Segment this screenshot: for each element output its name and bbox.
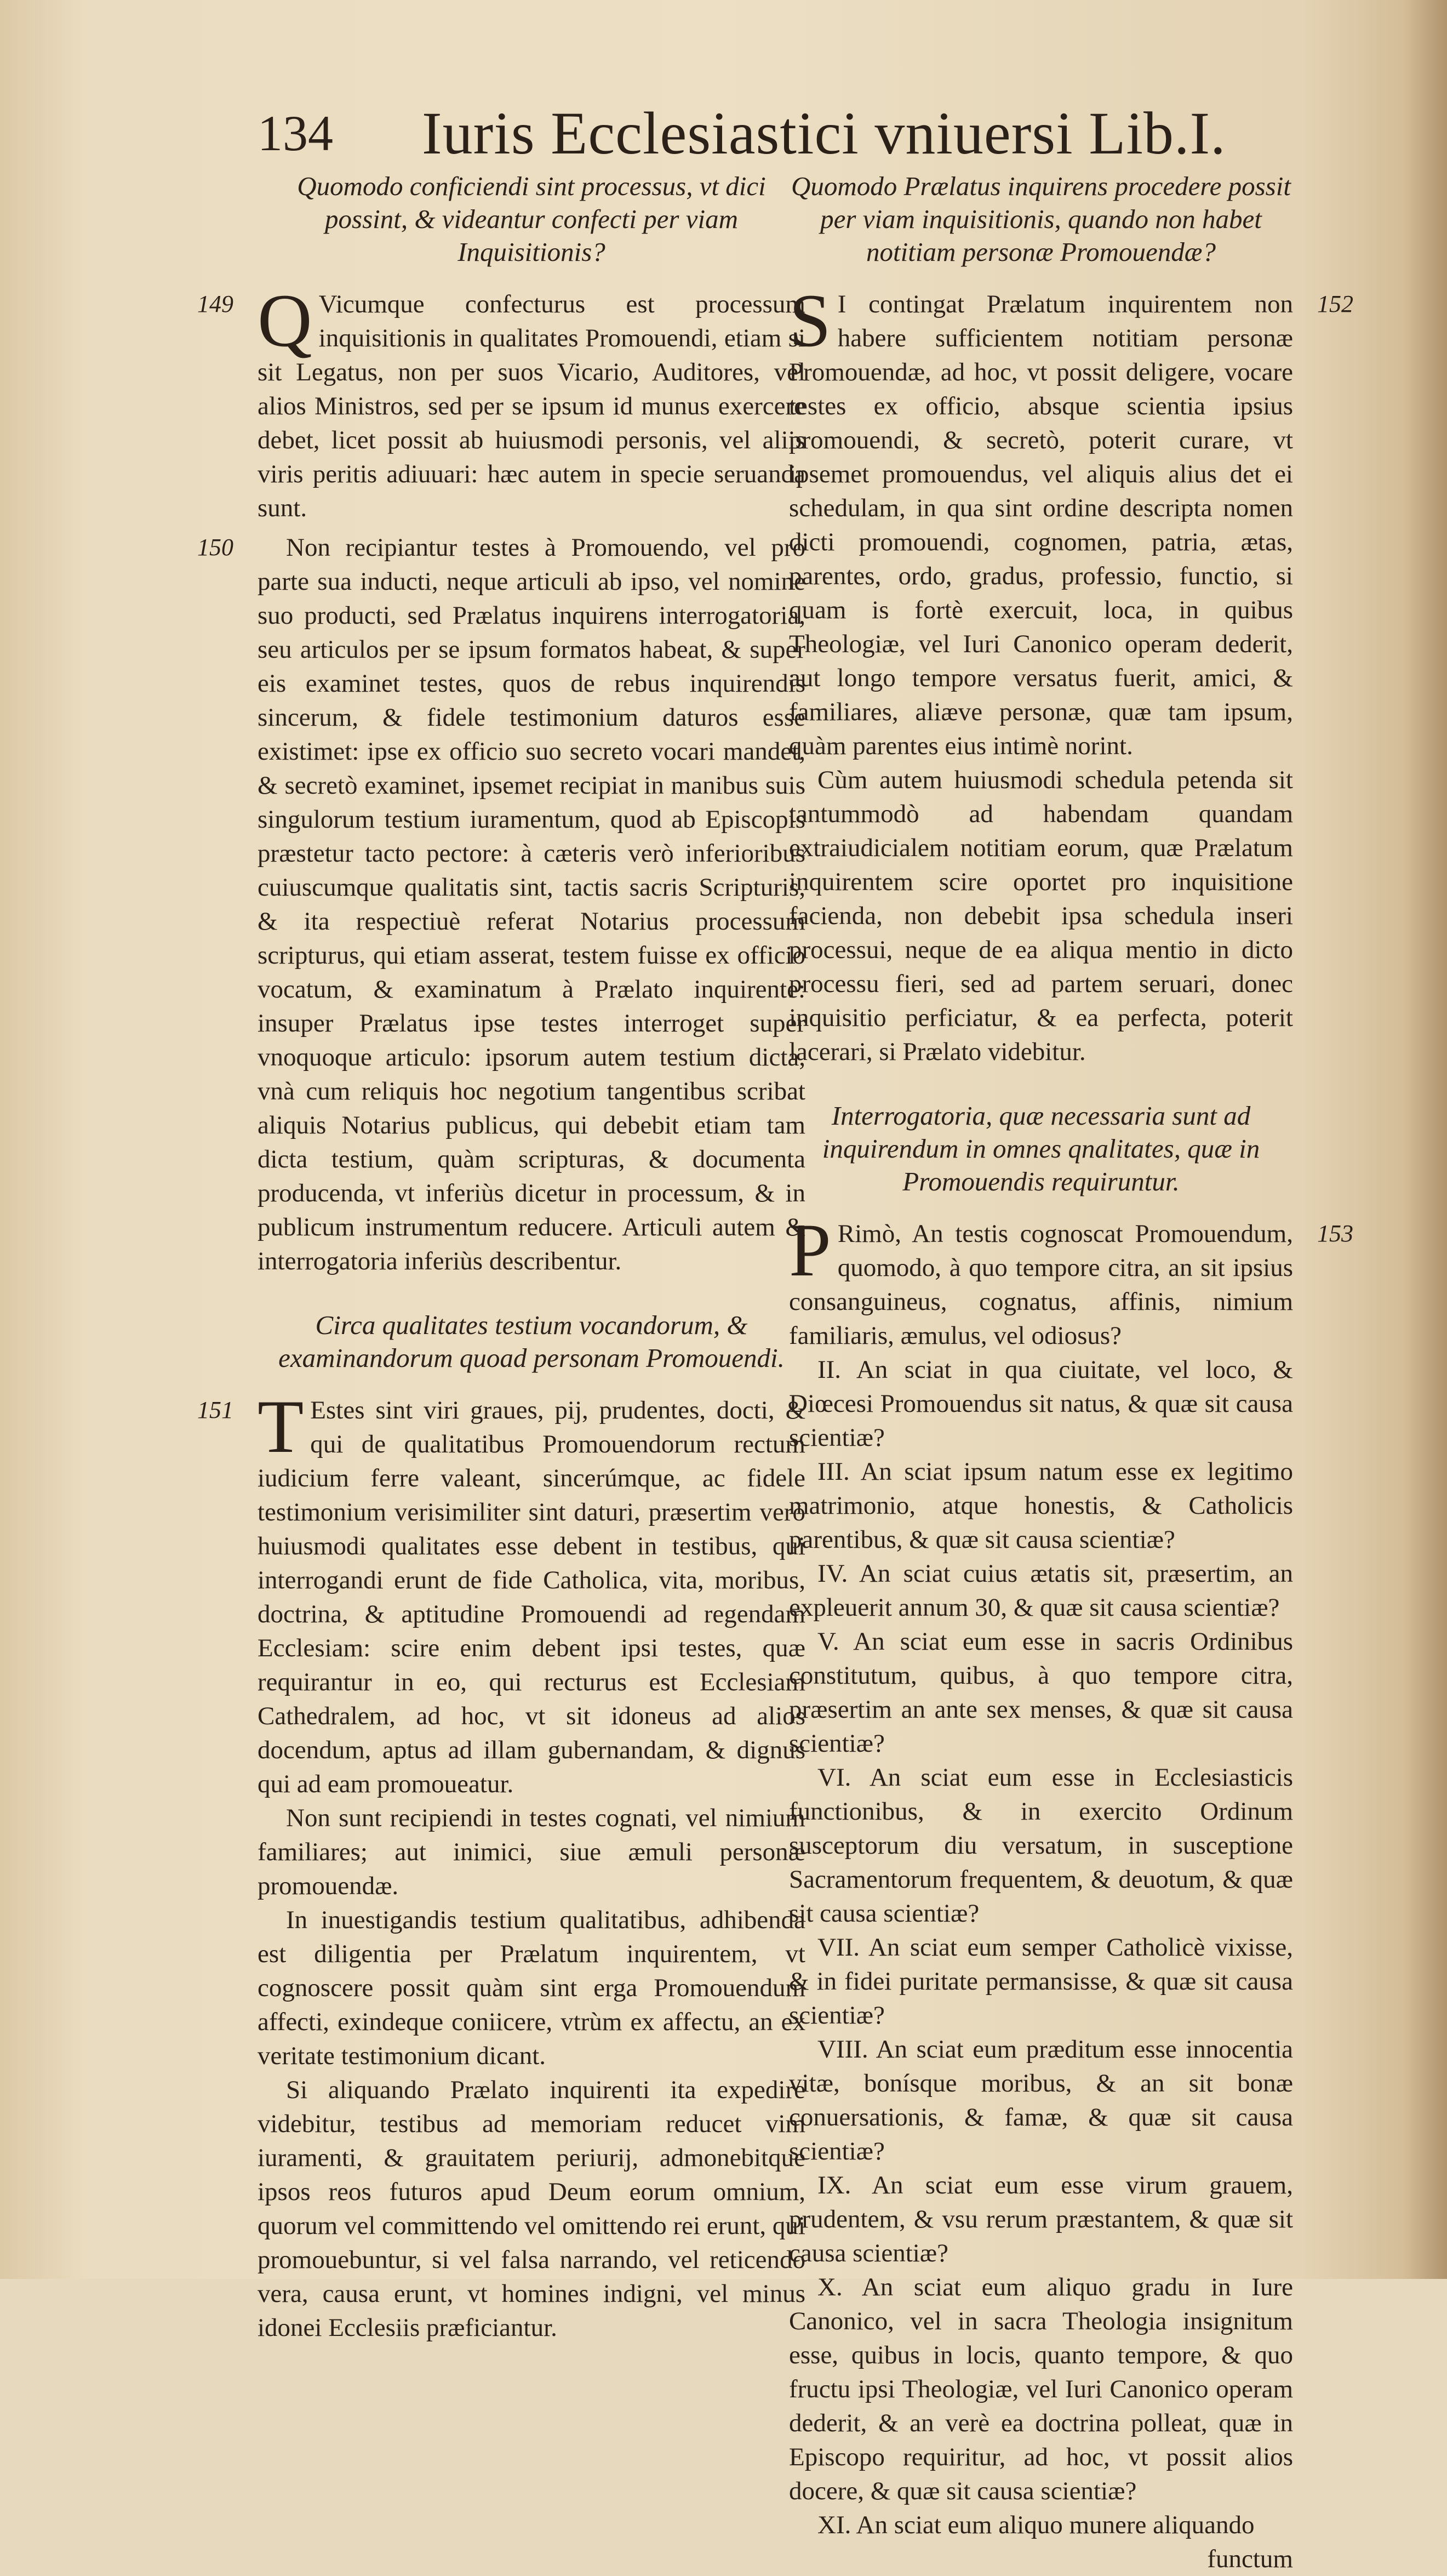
left-column	[197, 170, 805, 2345]
interrogatory-item: VI. An sciat eum esse in Ecclesiasticis functionibus, & in exercito Ordinum susceptorum diu versatum, in susceptione Sacramentorum frequentem, & deuotum, & quæ sit causa scientiæ?	[789, 1763, 1293, 1928]
section-heading: Interrogatoria, quæ necessaria sunt ad inquirendum in omnes qnalitates, quæ in Promouendis requiruntur.	[822, 1101, 1260, 1196]
interrogatory-item: VII. An sciat eum semper Catholicè vixisse, & in fidei puritate permansisse, & quæ sit causa scientiæ?	[789, 1933, 1293, 2030]
interrogatory-item: III. An sciat ipsum natum esse ex legitimo matrimonio, atque honestis, & Catholicis parentibus, & quæ sit causa scientiæ?	[789, 1457, 1293, 1554]
running-head	[258, 100, 1299, 169]
interrogatory-item: IV. An sciat cuius ætatis sit, præsertim, an expleuerit annum 30, & quæ sit causa scientiæ?	[789, 1559, 1293, 1622]
margin-number: 149	[197, 290, 233, 317]
paragraph-text: I contingat Prælatum inquirentem non habere sufficientem notitiam personæ Promouendæ, ad hoc, vt possit deligere, vocare testes ex officio, absque scientia ipsius promouendi, & secretò, poterit curare, vt ipsemet promouendus, vel aliquis alius det ei schedulam, in qua sint ordine descripta nomen dicti promouendi, cognomen, patria, ætas, parentes, ordo, gradus, professio, functio, si quam is fortè exercuit, loca, in quibus Theologiæ, vel Iuri Canonico operam dederit, aut longo tempore versatus fuerit, amici, & familiares, aliæve personæ, quæ tam ipsum, quàm parentes eius intimè norint.	[789, 290, 1293, 760]
page-number: 134	[258, 105, 333, 161]
paragraph-149	[197, 278, 805, 525]
interrogatory-item: II. An sciat in qua ciuitate, vel loco, & Diœcesi Promouendus sit natus, & quæ sit causa scientiæ?	[789, 1355, 1293, 1452]
gutter-shadow	[1403, 0, 1447, 2279]
interrogatory-item: Rimò, An testis cognoscat Promouendum, quomodo, à quo tempore citra, an sit ipsius consanguineus, cognatus, affinis, nimium familiaris, æmulus, vel odiosus?	[789, 1219, 1293, 1350]
paragraph-text: Estes sint viri graues, pij, prudentes, docti, & qui de qualitatibus Promouendorum rectum iudicium ferre valeant, sincerúmque, ac fidele testimonium verisimiliter sint daturi, præsertim verò huiusmodi qualitates esse debent in testibus, qui interrogandi erunt de fide Catholica, vita, moribus, doctrina, & aptitudine Promouendi ad regendam Ecclesiam: scire enim debent ipsi testes, quæ requirantur in eo, qui recturus est Ecclesiam Cathedralem, ad hoc, vt sit idoneus ad alios docendum, aptus ad illam gubernandam, & dignus qui ad eam promoueatur.	[258, 1396, 805, 1798]
paragraph-text: Non recipiantur testes à Promouendo, vel pro parte sua inducti, neque articuli ab ipso, vel nomine suo producti, sed Prælatus inquirens interrogatoria, seu articulos per se ipsum formatos habeat, & super eis examinet testes, quos de rebus inquirendis sincerum, & fidele testimonium daturos esse existimet: ipse ex officio suo secreto vocari mandet, & secretò examinet, ipsemet recipiat in manibus suis singulorum testium iuramentum, quod ab Episcopis præstetur tacto pectore: à cæteris verò inferioribus cuiuscumque qualitatis sint, tactis sacris Scripturis, & ita respectiuè referat Notarius processum scripturus, qui etiam asserat, testem fuisse ex officio vocatum, & examinatum à Prælato inquirente: insuper Prælatus ipse testes interroget super vnoquoque articulo: ipsorum autem testium dicta, vnà cum reliquis hoc negotium tangentibus scribat aliquis Notarius publicus, qui debebit etiam tam dicta testium, quàm scripturas, & documenta producenda, vt inferiùs dicetur in processum, & in publicum instrumentum reducere. Articuli autem & interrogatoria inferiùs describentur.	[258, 533, 805, 1275]
interrogatory-item: V. An sciat eum esse in sacris Ordinibus constitutum, quibus, à quo tempore citra, præsertim an ante sex menses, & quæ sit causa scientiæ?	[789, 1627, 1293, 1758]
margin-number: 152	[1317, 290, 1353, 317]
paragraph-150	[197, 531, 805, 1278]
running-title: Iuris Ecclesiastici vniuersi Lib.I.	[422, 100, 1226, 167]
initial-letter: P	[789, 1208, 831, 1292]
paragraph-151	[197, 1384, 805, 2345]
interrogatory-item: IX. An sciat eum esse virum grauem, prudentem, & vsu rerum præstantem, & quæ sit causa scientiæ?	[789, 2171, 1293, 2267]
paragraph-text: Cùm autem huiusmodi schedula petenda sit tantummodò ad habendam quandam extraiudicialem notitiam eorum, quæ Prælatum inquirentem scire oportet pro inquisitione facienda, non debebit ipsa schedula inseri processui, neque de ea aliqua mentio in dicto processu fieri, sed ad partem seruari, donec inquisitio perficiatur, & ea perfecta, poterit lacerari, si Prælato videbitur.	[789, 766, 1293, 1066]
paragraph-152	[789, 278, 1353, 1069]
paragraph-text: Vicumque confecturus est processum inquisitionis in qualitates Promouendi, etiam si sit Legatus, non per suos Vicario, Auditores, vel alios Ministros, sed per se ipsum id munus exercere debet, licet possit ab huiusmodi personis, vel aliis viris peritis adiuuari: hæc autem in specie seruanda sunt.	[258, 290, 805, 522]
right-column	[789, 170, 1353, 2576]
initial-letter: S	[789, 278, 831, 362]
margin-number: 153	[1317, 1220, 1353, 1247]
section-heading: Quomodo conficiendi sint processus, vt dici possint, & videantur confecti per viam Inquisitionis?	[297, 171, 766, 267]
catchword: functum	[1207, 2545, 1293, 2573]
margin-number: 150	[197, 534, 233, 561]
paragraph-153	[789, 1208, 1353, 2576]
interrogatory-item: XI. An sciat eum aliquo munere aliquando	[817, 2511, 1255, 2539]
paragraph-text: In inuestigandis testium qualitatibus, adhibenda est diligentia per Prælatum inquirentem, vt cognoscere possit quàm sint erga Promouendum affecti, exindeque coniicere, vtrùm ex affectu, an ex veritate testimonium dicant.	[258, 1906, 805, 2070]
initial-letter: T	[258, 1384, 304, 1468]
section-heading: Circa qualitates testium vocandorum, & examinandorum quoad personam Promouendi.	[278, 1310, 785, 1373]
paragraph-text: Si aliquando Prælato inquirenti ita expedire videbitur, testibus ad memoriam reducet vim iuramenti, & grauitatem periurij, admonebitque ipsos reos futuros apud Deum eorum omnium, quorum vel committendo vel omittendo rei erunt, qui promouebuntur, si vel falsa narrando, vel reticendo vera, causa erunt, vt homines indigni, vel minus idonei Ecclesiis præficiantur.	[258, 2076, 805, 2342]
initial-letter: Q	[258, 278, 312, 362]
section-heading: Quomodo Prælatus inquirens procedere possit per viam inquisitionis, quando non habet notitiam personæ Promouendæ?	[791, 171, 1291, 267]
interrogatory-item: VIII. An sciat eum præditum esse innocentia vitæ, bonísque moribus, & an sit bonæ conuersationis, & famæ, & quæ sit causa scientiæ?	[789, 2035, 1293, 2165]
paragraph-text: Non sunt recipiendi in testes cognati, vel nimium familiares; aut inimici, siue æmuli personæ promouendæ.	[258, 1804, 805, 1900]
interrogatory-item: X. An sciat eum aliquo gradu in Iure Canonico, vel in sacra Theologia insignitum esse, quibus in locis, quanto tempore, & quo fructu ipsi Theologiæ, vel Iuri Canonico operam dederit, & an verè ea doctrina polleat, quæ in Episcopo requiritur, ad hoc, vt possit alios docere, & quæ sit causa scientiæ?	[789, 2273, 1293, 2505]
margin-number: 151	[197, 1397, 233, 1423]
